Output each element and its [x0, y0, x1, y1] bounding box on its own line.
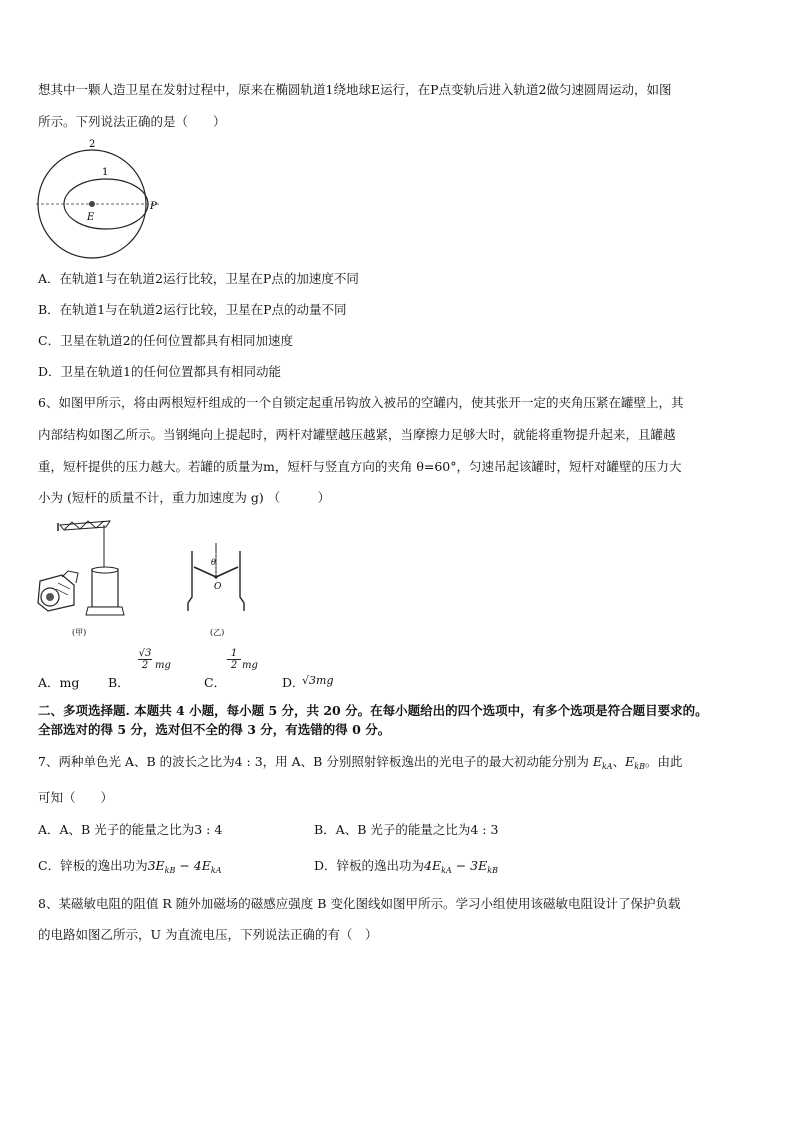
q7-option-a: A．A、B 光子的能量之比为3 : 4: [38, 822, 223, 837]
q6-option-b-fraction: [138, 648, 152, 671]
q7-sep: 、: [612, 754, 626, 769]
q6-option-a: A．mg: [38, 675, 80, 690]
q6-stem-line2: 内部结构如图乙所示。当钢绳向上提起时，两杆对罐壁越压越紧，当摩擦力足够大时，就能将重物提升起来，且罐越: [38, 427, 676, 442]
figure-label-yi: (乙): [210, 628, 225, 637]
section2-line2: 全部选对的得 5 分，选对但不全的得 3 分，有选错的得 0 分。: [38, 722, 391, 737]
label-orbit-1: 1: [102, 167, 109, 178]
q6-option-d-expr: √3mg: [302, 674, 334, 687]
q5-stem-line1: 想其中一颗人造卫星在发射过程中，原来在椭圆轨道1绕地球E运行，在P点变轨后进入轨道2做匀速圆周运动，如图: [38, 82, 672, 97]
q5-option-b: B．在轨道1与在轨道2运行比较，卫星在P点的动量不同: [38, 302, 347, 317]
q6-option-c-denominator: 2: [230, 660, 238, 671]
tank-wall-left: [188, 551, 192, 611]
orbit-diagram: [30, 136, 170, 262]
q6-option-c-tail: mg: [242, 660, 258, 671]
q8-stem-line1: 8、某磁敏电阻的阻值 R 随外加磁场的磁感应强度 B 变化图线如图甲所示。学习小组使用该磁敏电阻设计了保护负载: [38, 896, 681, 911]
q7-option-d-label: D．锌板的逸出功为: [314, 858, 425, 873]
q6-option-b-numerator: √3: [138, 648, 152, 659]
q6-stem-line4: 小为 (短杆的质量不计，重力加速度为 g) （ ）: [38, 490, 331, 505]
label-point-p: P: [150, 201, 157, 212]
short-rod-right: [216, 567, 238, 577]
q7-option-d: [314, 858, 498, 879]
q6-option-b-tail: mg: [155, 660, 171, 671]
crane-figure-jia: [34, 513, 134, 641]
earth-dot: [89, 201, 95, 207]
q7-ek-a-sub: kA: [601, 762, 613, 771]
q7-option-b: B．A、B 光子的能量之比为4 : 3: [314, 822, 499, 837]
label-earth: E: [87, 212, 95, 223]
q7-option-c-label: C．锌板的逸出功为: [38, 858, 148, 873]
angle-theta-label: θ: [211, 558, 216, 567]
tank-wall-right: [240, 551, 244, 611]
q8-stem-line2: 的电路如图乙所示，U 为直流电压，下列说法正确的有（ ）: [38, 927, 378, 942]
q7-option-d-term2: − 3E: [451, 858, 488, 873]
q6-option-b-denominator: 2: [141, 660, 149, 671]
short-rod-left: [194, 567, 216, 577]
q7-option-d-sub2: kB: [487, 866, 498, 875]
q5-option-c: C．卫星在轨道2的任何位置都具有相同加速度: [38, 333, 294, 348]
q5-stem-line2: 所示。下列说法正确的是（ ）: [38, 114, 226, 129]
q7-stem-text: 7、两种单色光 A、B 的波长之比为4 : 3，用 A、B 分别照射锌板逸出的光电子的最大初动能分别为: [38, 754, 589, 769]
q6-option-b-label: B．: [108, 675, 130, 690]
q7-stem-end: 。由此: [644, 754, 683, 769]
q7-option-d-term1: 4E: [424, 858, 442, 873]
q6-option-d-label: D．: [282, 675, 305, 690]
q7-option-c-term2: − 4E: [175, 858, 211, 873]
q7-ek-b-sub: kB: [634, 762, 645, 771]
q7-option-c-term1: 3E: [147, 858, 165, 873]
q7-ek-a: E: [592, 754, 602, 769]
q7-stem-line1: [38, 754, 682, 775]
q7-option-c-sub1: kB: [164, 866, 176, 875]
tank-base: [86, 607, 124, 615]
label-orbit-2: 2: [89, 139, 96, 150]
q7-option-d-sub1: kA: [441, 866, 452, 875]
q6-option-c-numerator: 1: [230, 648, 238, 659]
point-o-label: O: [214, 582, 222, 592]
hook-figure-yi: [176, 543, 266, 641]
q7-stem-line2: 可知（ ）: [38, 790, 114, 805]
q7-ek-b: E: [625, 754, 635, 769]
section2-line1: 二、多项选择题. 本题共 4 小题，每小题 5 分，共 20 分。在每小题给出的四个选项中，有多个选项是符合题目要求的。: [38, 703, 708, 718]
q6-stem-line3: 重，短杆提供的压力越大。若罐的质量为m，短杆与竖直方向的夹角 θ=60°，匀速吊起该罐时，短杆对罐壁的压力大: [38, 459, 682, 474]
q5-option-a: A．在轨道1与在轨道2运行比较，卫星在P点的加速度不同: [38, 271, 359, 286]
figure-label-jia: (甲): [72, 628, 87, 637]
q7-option-c: [38, 858, 222, 879]
q6-option-c-fraction: [227, 648, 241, 671]
tank-body: [92, 569, 118, 607]
q7-option-c-sub2: kA: [210, 866, 222, 875]
q5-option-d: D．卫星在轨道1的任何位置都具有相同动能: [38, 364, 281, 379]
q6-stem-line1: 6、如图甲所示，将由两根短杆组成的一个自锁定起重吊钩放入被吊的空罐内，使其张开一定的夹角压紧在罐壁上，其: [38, 395, 684, 410]
q6-option-c-label: C．: [204, 675, 227, 690]
